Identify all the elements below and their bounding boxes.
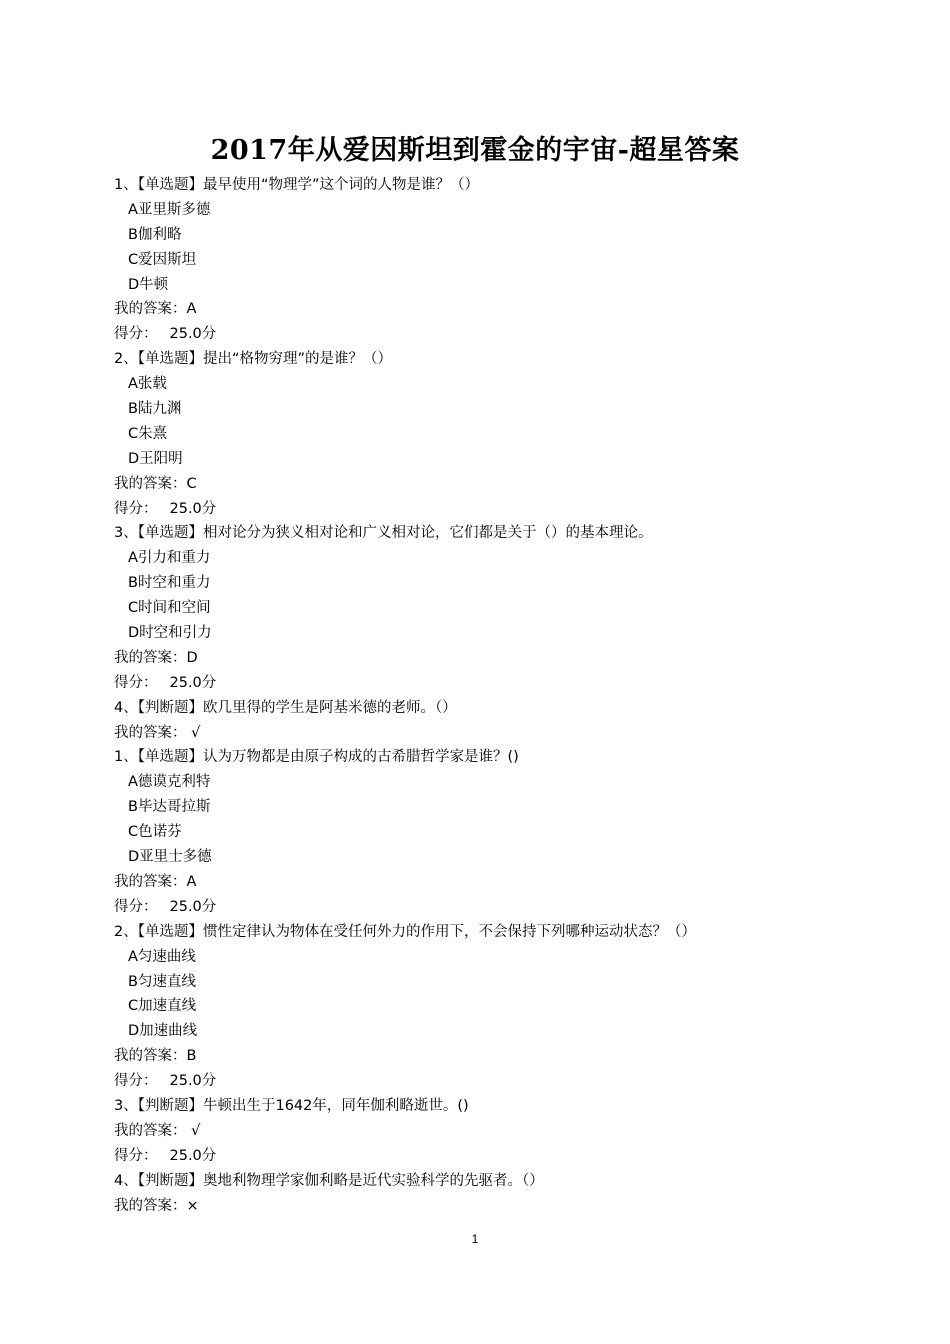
my-answer-value: √ [186, 1122, 201, 1139]
my-answer-line [114, 472, 834, 497]
question-stem: 4、【判断题】奥地利物理学家伽利略是近代实验科学的先驱者。（） [114, 1172, 544, 1189]
question-block [114, 696, 834, 746]
answer-option: B时空和重力 [128, 575, 211, 592]
answer-option: D牛顿 [128, 276, 169, 293]
score-line [114, 322, 834, 347]
question-list [114, 173, 834, 1218]
score-label: 得分： [114, 674, 158, 691]
my-answer-label: 我的答案： [114, 1048, 187, 1065]
answer-option: B陆九渊 [128, 401, 182, 418]
answer-option: A亚里斯多德 [128, 201, 211, 218]
question-block [114, 347, 834, 521]
score-label: 得分： [114, 1073, 158, 1090]
my-answer-value: A [186, 873, 197, 890]
question-block [114, 521, 834, 695]
score-line [114, 497, 834, 522]
question-block [114, 1169, 834, 1219]
my-answer-value: B [186, 1048, 197, 1065]
my-answer-line [114, 646, 834, 671]
score-value: 25.0分 [169, 500, 217, 517]
score-value: 25.0分 [169, 898, 217, 915]
my-answer-value: C [186, 475, 197, 492]
question-block [114, 173, 834, 347]
answer-option: C加速直线 [128, 998, 197, 1015]
answer-option: C色诺芬 [128, 824, 182, 841]
my-answer-line [114, 1119, 834, 1144]
score-value: 25.0分 [169, 1073, 217, 1090]
my-answer-value: √ [186, 724, 201, 741]
my-answer-value: A [186, 301, 197, 318]
my-answer-label: 我的答案： [114, 724, 187, 741]
score-value: 25.0分 [169, 674, 217, 691]
score-label: 得分： [114, 898, 158, 915]
answer-option: D加速曲线 [128, 1023, 198, 1040]
question-stem: 1、【单选题】最早使用“物理学”这个词的人物是谁？（） [114, 177, 479, 193]
my-answer-line [114, 297, 834, 322]
score-line [114, 895, 834, 920]
answer-option: C朱熹 [128, 425, 168, 442]
my-answer-label: 我的答案： [114, 649, 187, 666]
answer-option: B伽利略 [128, 226, 182, 243]
answer-option: D王阳明 [128, 450, 183, 467]
my-answer-label: 我的答案： [114, 301, 187, 318]
score-line [114, 1069, 834, 1094]
my-answer-line [114, 721, 834, 746]
score-value: 25.0分 [169, 326, 217, 343]
answer-option: C爱因斯坦 [128, 251, 197, 268]
my-answer-label: 我的答案： [114, 1122, 187, 1139]
question-block [114, 1094, 834, 1169]
question-block [114, 745, 834, 919]
question-stem: 1、【单选题】认为万物都是由原子构成的古希腊哲学家是谁？() [114, 749, 519, 766]
answer-option: D时空和引力 [128, 625, 212, 642]
my-answer-line [114, 870, 834, 895]
score-label: 得分： [114, 1147, 158, 1164]
my-answer-value: × [186, 1197, 199, 1214]
score-line [114, 671, 834, 696]
score-line [114, 1144, 834, 1169]
answer-option: B匀速直线 [128, 973, 196, 990]
answer-option: A张载 [128, 376, 167, 393]
my-answer-value: D [186, 649, 198, 666]
question-stem: 4、【判断题】欧几里得的学生是阿基米德的老师。（） [114, 699, 457, 716]
answer-option: A匀速曲线 [128, 948, 196, 965]
answer-option: A引力和重力 [128, 550, 211, 567]
page-number: 1 [471, 1232, 479, 1246]
question-stem: 3、【判断题】牛顿出生于1642年，同年伽利略逝世。() [114, 1097, 469, 1114]
answer-option: D亚里士多德 [128, 849, 212, 866]
score-label: 得分： [114, 326, 158, 343]
score-value: 25.0分 [169, 1147, 217, 1164]
question-stem: 2、【单选题】惯性定律认为物体在受任何外力的作用下，不会保持下列哪种运动状态？（） [114, 923, 696, 940]
my-answer-label: 我的答案： [114, 475, 187, 492]
question-block [114, 920, 834, 1094]
my-answer-label: 我的答案： [114, 1197, 187, 1214]
my-answer-label: 我的答案： [114, 873, 187, 890]
answer-option: A德谟克利特 [128, 774, 211, 791]
answer-option: B毕达哥拉斯 [128, 799, 211, 816]
question-stem: 3、【单选题】相对论分为狭义相对论和广义相对论，它们都是关于（）的基本理论。 [114, 525, 653, 542]
answer-option: C时间和空间 [128, 600, 211, 617]
document-title: 2017年从爱因斯坦到霍金的宇宙-超星答案 [210, 135, 740, 166]
score-label: 得分： [114, 500, 158, 517]
question-stem: 2、【单选题】提出“格物穷理”的是谁？（） [114, 351, 392, 368]
my-answer-line [114, 1044, 834, 1069]
my-answer-line [114, 1194, 834, 1219]
